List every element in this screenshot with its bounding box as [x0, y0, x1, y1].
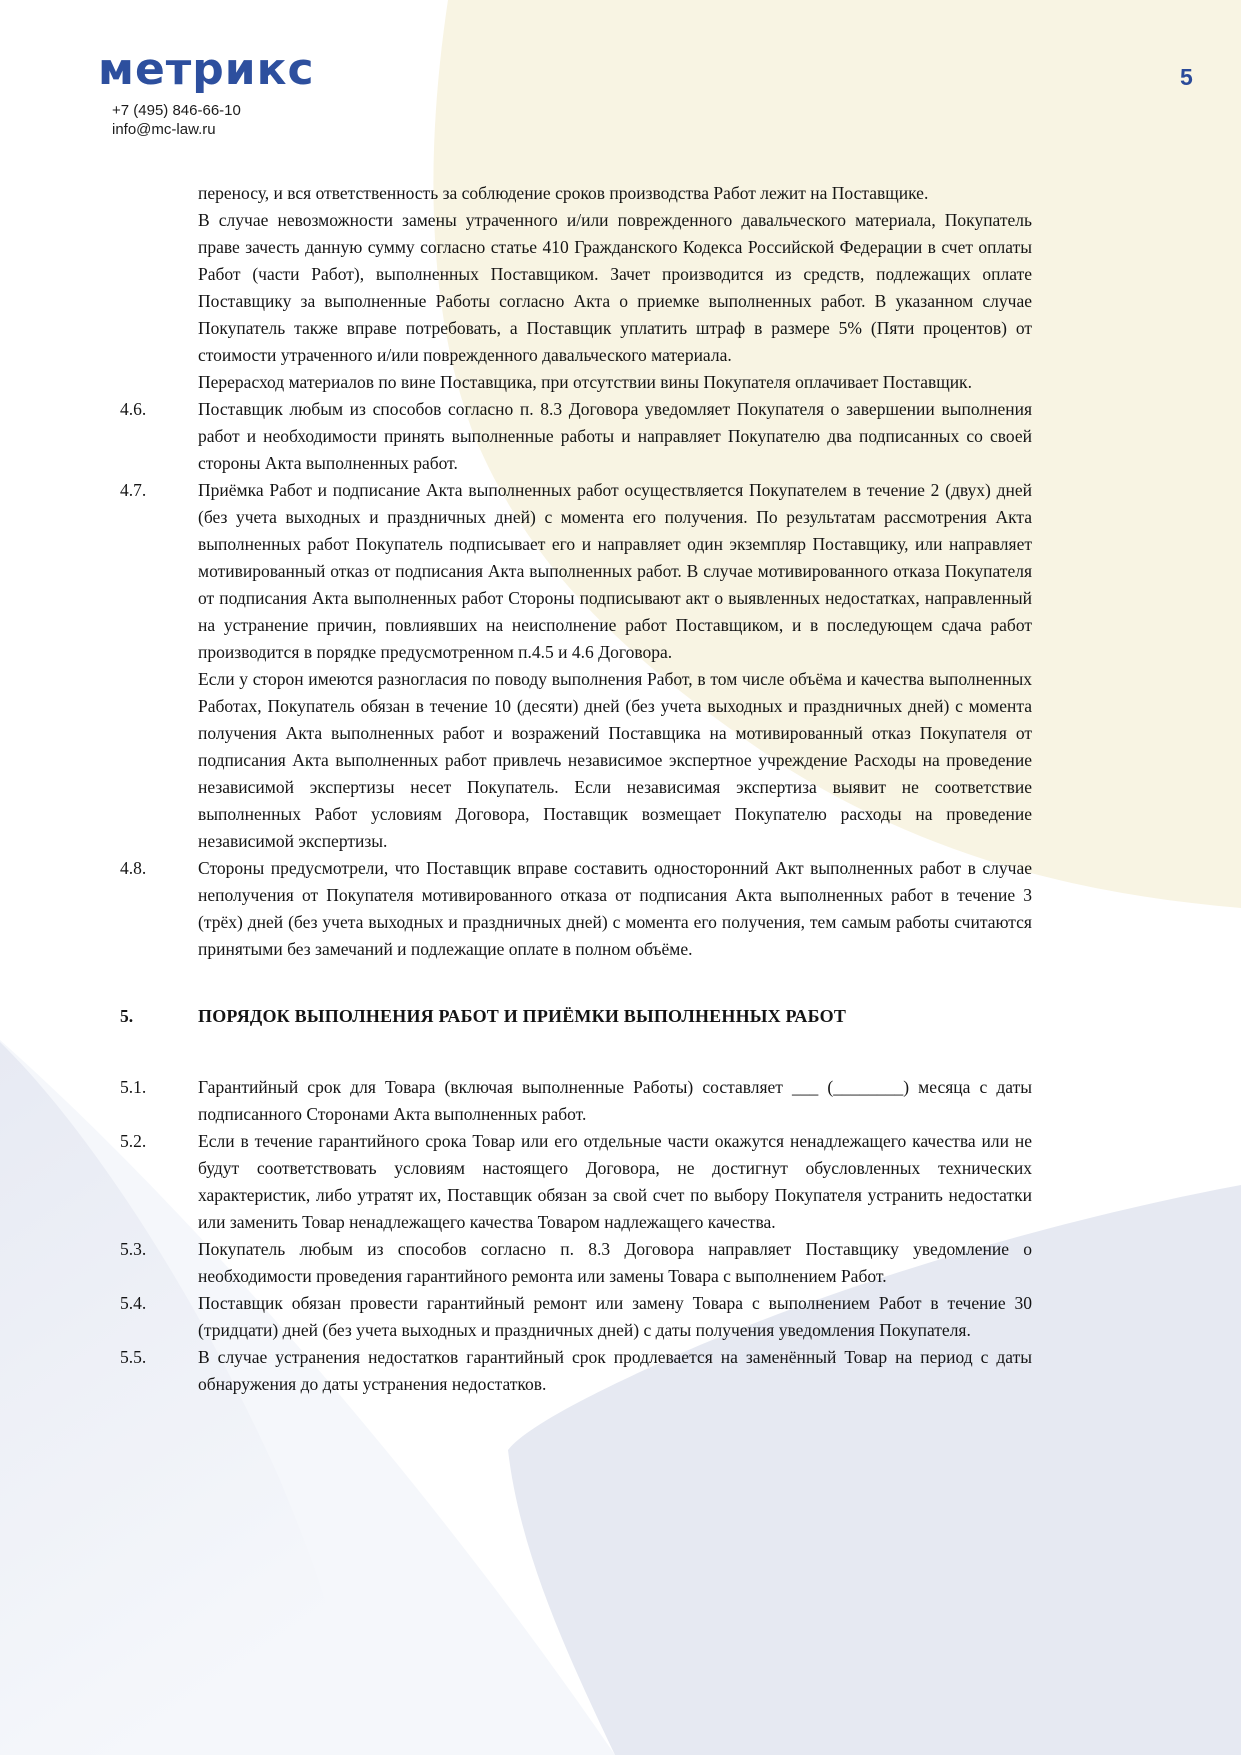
clause-row	[120, 1344, 1032, 1398]
clause-text: Поставщик обязан провести гарантийный ремонт или замену Товара с выполнением Работ в течение 30 (тридцати) дней (без учета выходных и праздничных дней) с даты получения уведомления Покупателя.	[198, 1293, 1032, 1340]
clause-number: 4.6.	[120, 399, 147, 419]
company-logo: метрикс	[98, 44, 315, 95]
clause-row	[120, 1236, 1032, 1290]
section-number: 5.	[120, 1006, 134, 1026]
section-heading	[120, 1003, 1032, 1030]
clause-row	[120, 207, 1032, 369]
clause-text: В случае устранения недостатков гарантийный срок продлевается на заменённый Товар на период с даты обнаружения до даты устранения недостатков.	[198, 1347, 1032, 1394]
section-title: ПОРЯДОК ВЫПОЛНЕНИЯ РАБОТ И ПРИЁМКИ ВЫПОЛНЕННЫХ РАБОТ	[198, 1006, 847, 1026]
clause-text: Поставщик любым из способов согласно п. 8.3 Договора уведомляет Покупателя о завершении выполнения работ и необходимости принять выполненные работы и направляет Покупателю два подписанных со своей стороны Акта выполненных работ.	[198, 399, 1032, 473]
clause-row	[120, 1290, 1032, 1344]
clause-text: Гарантийный срок для Товара (включая выполненные Работы) составляет ___ (________) месяца с даты подписанного Сторонами Акта выполненных работ.	[198, 1077, 1032, 1124]
clause-row	[120, 855, 1032, 963]
clause-text: Если в течение гарантийного срока Товар или его отдельные части окажутся ненадлежащего качества или не будут соответствовать условиям настоящего Договора, не достигнут обусловленных технических характеристик, либо утратят их, Поставщик обязан за свой счет по выбору Покупателя устранить недостатки или заменить Товар ненадлежащего качества Товаром надлежащего качества.	[198, 1131, 1032, 1232]
clause-text: переносу, и вся ответственность за соблюдение сроков производства Работ лежит на Поставщике.	[198, 183, 929, 203]
clause-row	[120, 477, 1032, 666]
contact-block	[112, 101, 241, 139]
clause-text: Покупатель любым из способов согласно п. 8.3 Договора направляет Поставщику уведомление о необходимости проведения гарантийного ремонта или замены Товара с выполнением Работ.	[198, 1239, 1032, 1286]
clause-row	[120, 1128, 1032, 1236]
email-address: info@mc-law.ru	[112, 121, 216, 138]
page-header	[0, 0, 1241, 170]
clause-number: 5.1.	[120, 1077, 147, 1097]
clause-text: Приёмка Работ и подписание Акта выполненных работ осуществляется Покупателем в течение 2 (двух) дней (без учета выходных и праздничных дней) с момента его получения. По результатам рассмотрения Акта выполненных работ Покупатель подписывает его и направляет один экземпляр Поставщику, или направляет мотивированный отказ от подписания Акта выполненных работ. В случае мотивированного отказа Покупателя от подписания Акта выполненных работ Стороны подписывают акт о выявленных недостатках, направленный на устранение причин, повлиявших на неисполнение работ Поставщиком, и в последующем сдача работ производится в порядке предусмотренном п.4.5 и 4.6 Договора.	[198, 480, 1032, 662]
clause-text: Перерасход материалов по вине Поставщика, при отсутствии вины Покупателя оплачивает Поставщик.	[198, 372, 972, 392]
clause-text: Стороны предусмотрели, что Поставщик вправе составить односторонний Акт выполненных работ в случае неполучения от Покупателя мотивированного отказа от подписания Акта выполненных работ в течение 3 (трёх) дней (без учета выходных и праздничных дней) с момента его получения, тем самым работы считаются принятыми без замечаний и подлежащие оплате в полном объёме.	[198, 858, 1032, 959]
clause-number: 5.2.	[120, 1131, 147, 1151]
clause-row	[120, 180, 1032, 207]
clause-number: 4.7.	[120, 480, 147, 500]
clause-number: 5.4.	[120, 1293, 147, 1313]
clause-row	[120, 369, 1032, 396]
clause-number: 5.3.	[120, 1239, 147, 1259]
clause-row	[120, 666, 1032, 855]
contract-body	[120, 180, 1032, 1398]
clause-number: 5.5.	[120, 1347, 147, 1367]
page-number: 5	[1180, 64, 1193, 90]
clause-number: 4.8.	[120, 858, 147, 878]
phone-number: +7 (495) 846-66-10	[112, 102, 241, 119]
clause-text: В случае невозможности замены утраченного и/или поврежденного давальческого материала, Покупатель праве зачесть данную сумму согласно статье 410 Гражданского Кодекса Российской Федерации в счет оплаты Работ (части Работ), выполненных Поставщиком. Зачет производится из средств, подлежащих оплате Поставщику за выполненные Работы согласно Акта о приемке выполненных работ. В указанном случае Покупатель также вправе потребовать, а Поставщик уплатить штраф в размере 5% (Пяти процентов) от стоимости утраченного и/или поврежденного давальческого материала.	[198, 210, 1032, 365]
clause-text: Если у сторон имеются разногласия по поводу выполнения Работ, в том числе объёма и качества выполненных Работах, Покупатель обязан в течение 10 (десяти) дней (без учета выходных и праздничных дней) с момента получения Акта выполненных работ и возражений Поставщика на мотивированный отказ Покупателя от подписания Акта выполненных работ привлечь независимое экспертное учреждение Расходы на проведение независимой экспертизы несет Покупатель. Если независимая экспертиза выявит не соответствие выполненных Работ условиям Договора, Поставщик возмещает Покупателю расходы на проведение независимой экспертизы.	[198, 669, 1032, 851]
clause-row	[120, 396, 1032, 477]
clause-row	[120, 1074, 1032, 1128]
